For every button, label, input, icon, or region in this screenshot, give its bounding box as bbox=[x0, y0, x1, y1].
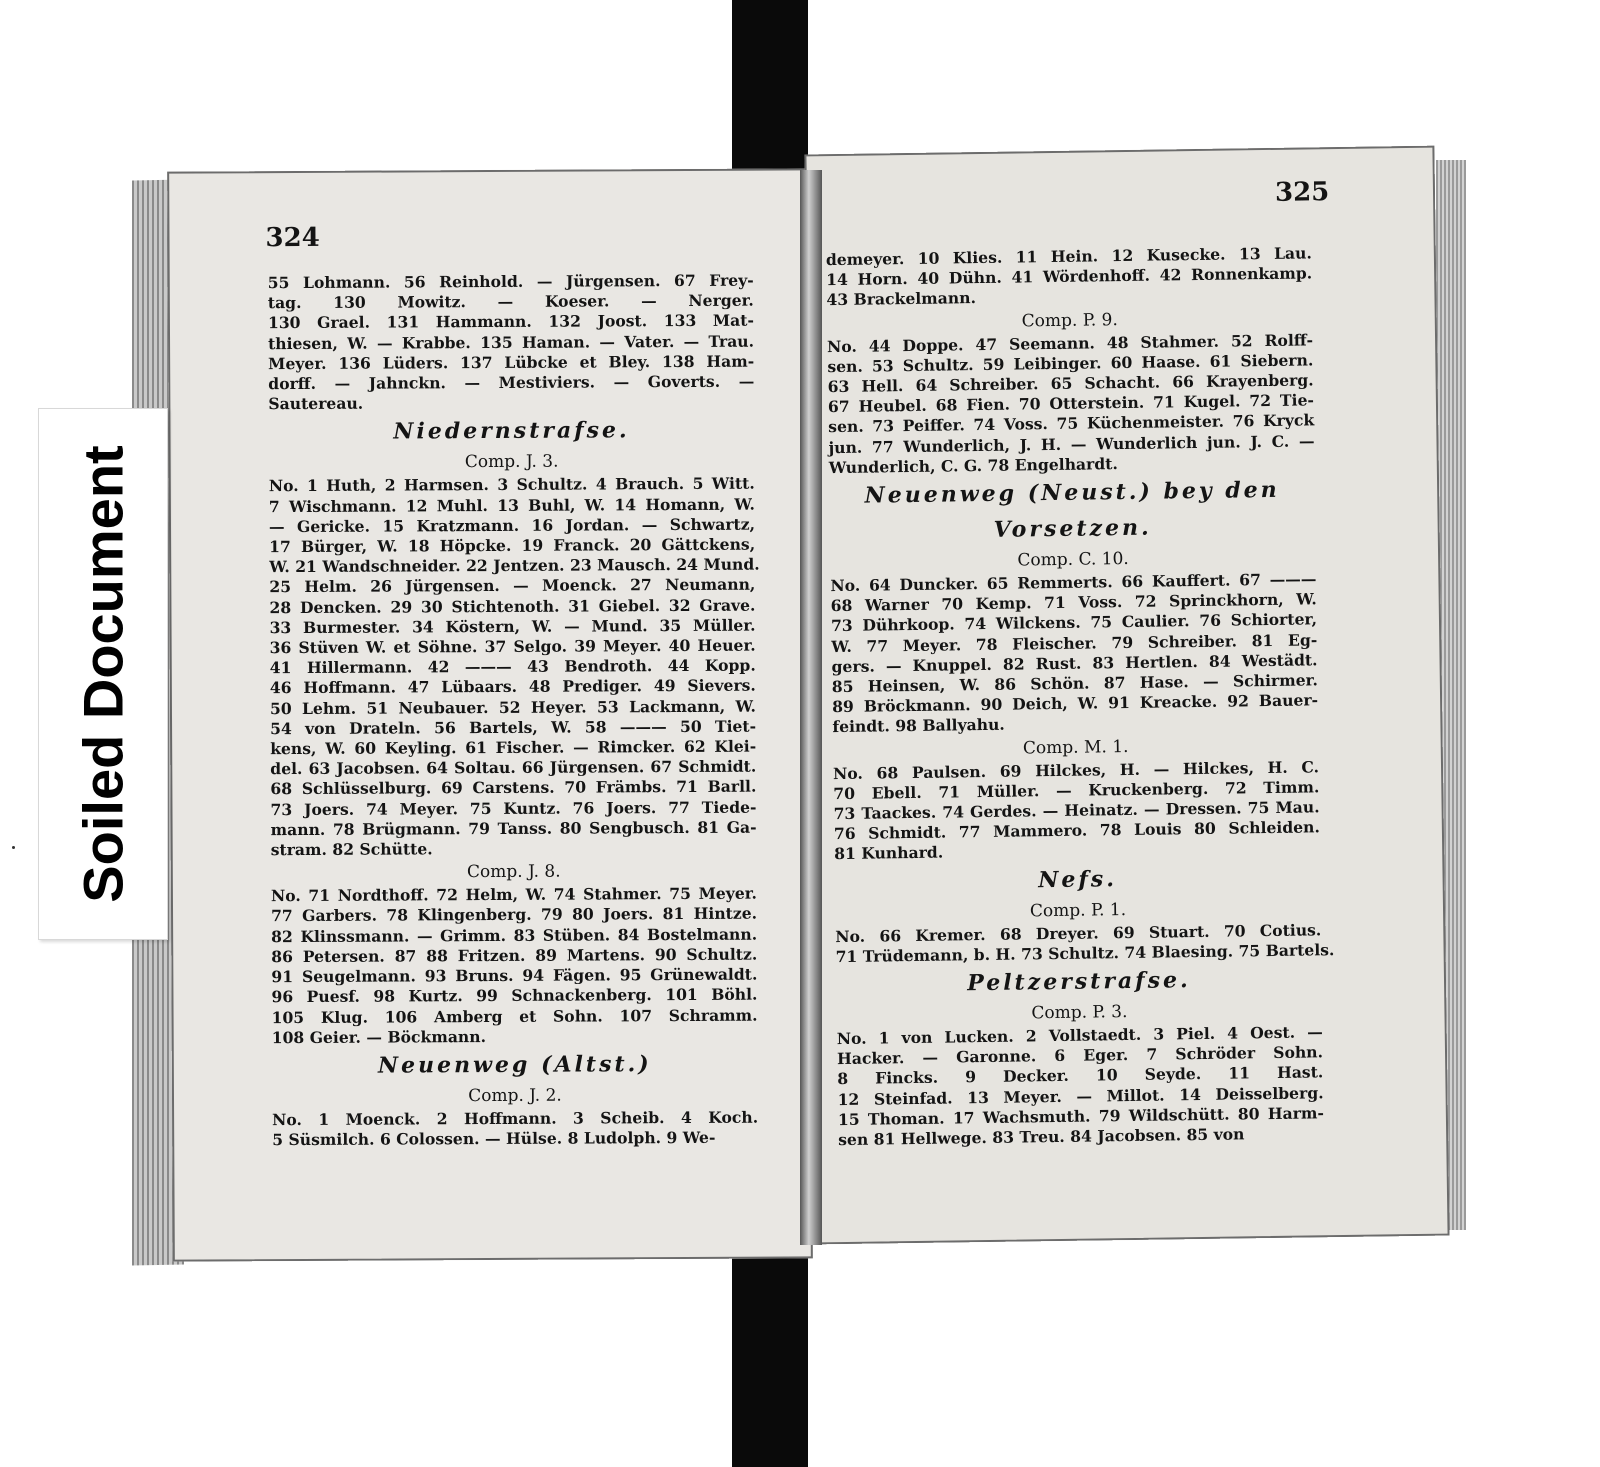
text-line: 25 Helm. 26 Jürgensen. — Moenck. 27 Neumann, bbox=[269, 575, 756, 597]
text-line: No. 1 Huth, 2 Harmsen. 3 Schultz. 4 Brauch. 5 Witt. bbox=[268, 474, 755, 496]
text-line: 67 Heubel. 68 Fien. 70 Otterstein. 71 Kugel. 72 Tie- bbox=[827, 390, 1315, 417]
text-line: 8 Fincks. 9 Decker. 10 Seyde. 11 Hast. bbox=[837, 1062, 1324, 1089]
text-line: 55 Lohmann. 56 Reinhold. — Jürgensen. 67 Frey- bbox=[267, 270, 754, 293]
text-line: 36 Stüven W. et Söhne. 37 Selgo. 39 Meyer. 40 Heuer. bbox=[269, 635, 756, 658]
text-line: No. 68 Paulsen. 69 Hilckes, H. — Hilckes, H. C. bbox=[832, 756, 1320, 783]
text-line: 130 Grael. 131 Hammann. 132 Joost. 133 Mat- bbox=[267, 311, 754, 333]
soiled-document-label bbox=[38, 408, 168, 940]
text-line: kens, W. 60 Keyling. 61 Fischer. — Rimcker. 62 Klei- bbox=[270, 736, 757, 759]
text-line: dorff. — Jahnckn. — Mestiviers. — Goverts. — bbox=[268, 371, 755, 394]
black-strap-bottom bbox=[732, 1225, 808, 1467]
text-line: 7 Wischmann. 12 Muhl. 13 Buhl, W. 14 Homann, W. bbox=[268, 494, 755, 516]
text-line: feindt. 98 Ballyahu. bbox=[832, 715, 1005, 737]
text-line: 73 Joers. 74 Meyer. 75 Kuntz. 76 Joers. 77 Tiede- bbox=[270, 797, 757, 819]
text-line: 73 Taackes. 74 Gerdes. — Heinatz. — Dressen. 75 Mau. bbox=[833, 797, 1320, 824]
text-line: 12 Steinfad. 13 Meyer. — Millot. 14 Deisselberg. bbox=[837, 1082, 1324, 1109]
company-heading: Comp. P. 3. bbox=[1031, 1002, 1128, 1024]
text-line: Meyer. 136 Lüders. 137 Lübcke et Bley. 138 Ham- bbox=[268, 351, 755, 373]
street-heading: Neuenweg (Neust.) bey den Vorsetzen. bbox=[864, 476, 1280, 543]
text-line: 77 Garbers. 78 Klingenberg. 79 80 Joers. 81 Hintze. bbox=[271, 904, 758, 926]
text-line: 33 Burmester. 34 Köstern, W. — Mund. 35 Müller. bbox=[269, 615, 756, 637]
text-line: 86 Petersen. 87 88 Fritzen. 89 Martens. 90 Schultz. bbox=[271, 944, 758, 967]
company-heading: Comp. J. 3. bbox=[464, 452, 559, 473]
text-line: sen. 53 Schultz. 59 Leibinger. 60 Haase. 61 Siebern. bbox=[827, 350, 1314, 376]
text-line: sen 81 Hellwege. 83 Treu. 84 Jacobsen. 85 von bbox=[838, 1124, 1245, 1150]
company-heading: Comp. M. 1. bbox=[1022, 736, 1129, 759]
text-line: No. 1 von Lucken. 2 Vollstaedt. 3 Piel. 4 Oest. — bbox=[836, 1022, 1323, 1049]
text-line: 41 Hillermann. 42 ——— 43 Bendroth. 44 Kopp. bbox=[269, 655, 756, 678]
speck bbox=[12, 846, 15, 849]
text-line: W. 77 Meyer. 78 Fleischer. 79 Schreiber. 81 Eg- bbox=[831, 629, 1318, 656]
text-line: mann. 78 Brügmann. 79 Tanss. 80 Sengbusch. 81 Ga- bbox=[270, 817, 757, 840]
text-line: No. 71 Nordthoff. 72 Helm, W. 74 Stahmer. 75 Meyer. bbox=[270, 883, 757, 906]
text-line: 71 Trüdemann, b. H. 73 Schultz. 74 Blaesing. 75 Bartels. bbox=[835, 940, 1335, 966]
text-line: 43 Brackelmann. bbox=[826, 288, 977, 310]
text-line: stram. 82 Schütte. bbox=[270, 839, 433, 860]
left-page-text bbox=[268, 271, 759, 1151]
text-line: 73 Dührkoop. 74 Wilckens. 75 Caulier. 76 Schiorter, bbox=[830, 609, 1318, 636]
text-line: 108 Geier. — Böckmann. bbox=[271, 1026, 487, 1047]
left-page bbox=[167, 168, 813, 1261]
text-line: 89 Bröckmann. 90 Deich, W. 91 Kreacke. 92 Bauer- bbox=[832, 690, 1319, 717]
company-heading: Comp. J. 8. bbox=[466, 861, 561, 883]
text-line: Sautereau. bbox=[268, 393, 364, 414]
street-heading: Peltzerstrafse. bbox=[967, 967, 1191, 997]
text-line: 82 Klinssmann. — Grimm. 83 Stüben. 84 Bostelmann. bbox=[271, 924, 758, 946]
text-line: Hacker. — Garonne. 6 Eger. 7 Schröder Sohn. bbox=[836, 1042, 1324, 1069]
company-heading: Comp. J. 2. bbox=[468, 1085, 562, 1107]
text-line: No. 44 Doppe. 47 Seemann. 48 Stahmer. 52 Rolff- bbox=[826, 329, 1314, 356]
text-line: 85 Heinsen, W. 86 Schön. 87 Hase. — Schirmer. bbox=[831, 670, 1318, 697]
text-line: 28 Dencken. 29 30 Stichtenoth. 31 Giebel. 32 Grave. bbox=[269, 595, 756, 617]
company-heading: Comp. P. 9. bbox=[1021, 309, 1118, 332]
street-heading: Nefs. bbox=[1038, 865, 1118, 893]
company-heading: Comp. C. 10. bbox=[1017, 548, 1129, 571]
text-line: No. 66 Kremer. 68 Dreyer. 69 Stuart. 70 Cotius. bbox=[835, 919, 1322, 946]
text-line: No. 64 Duncker. 65 Remmerts. 66 Kauffert. 67 ——— bbox=[830, 569, 1317, 596]
text-line: thiesen, W. — Krabbe. 135 Haman. — Vater. — Trau. bbox=[268, 331, 755, 353]
text-line: 81 Kunhard. bbox=[834, 843, 944, 864]
text-line: 63 Hell. 64 Schreiber. 65 Schacht. 66 Krayenberg. bbox=[827, 370, 1314, 397]
street-heading: Neuenweg (Altst.) bbox=[377, 1051, 652, 1079]
text-line: 68 Schlüsselburg. 69 Carstens. 70 Främbs. 71 Barll. bbox=[270, 777, 757, 799]
text-line: 15 Thoman. 17 Wachsmuth. 79 Wildschütt. 80 Harm- bbox=[837, 1103, 1324, 1129]
text-line: 17 Bürger, W. 18 Höpcke. 19 Franck. 20 Gättckens, bbox=[269, 534, 756, 557]
text-line: 54 von Drateln. 56 Bartels, W. 58 ——— 50 Tiet- bbox=[270, 716, 757, 739]
book-gutter bbox=[800, 170, 822, 1245]
label-text: Soiled Document bbox=[71, 445, 135, 903]
right-page-text bbox=[825, 243, 1335, 1150]
text-line: gers. — Knuppel. 82 Rust. 83 Hertlen. 84 Westädt. bbox=[831, 650, 1318, 676]
text-line: 50 Lehm. 51 Neubauer. 52 Heyer. 53 Lackmann, W. bbox=[269, 696, 757, 718]
text-line: No. 1 Moenck. 2 Hoffmann. 3 Scheib. 4 Koch. bbox=[272, 1107, 759, 1130]
text-line: 5 Süsmilch. 6 Colossen. — Hülse. 8 Ludolph. 9 We- bbox=[272, 1127, 716, 1150]
text-line: del. 63 Jacobsen. 64 Soltau. 66 Jürgensen. 67 Schmidt. bbox=[270, 756, 757, 779]
text-line: jun. 77 Wunderlich, J. H. — Wunderlich jun. J. C. — bbox=[828, 430, 1315, 457]
left-page-number: 324 bbox=[265, 222, 320, 254]
text-line: — Gericke. 15 Kratzmann. 16 Jordan. — Schwartz, bbox=[268, 514, 756, 536]
text-line: 68 Warner 70 Kemp. 71 Voss. 72 Sprinckhorn, W. bbox=[830, 589, 1317, 616]
text-line: tag. 130 Mowitz. — Koeser. — Nerger. bbox=[267, 290, 754, 313]
text-line: 105 Klug. 106 Amberg et Sohn. 107 Schramm. bbox=[271, 1005, 758, 1027]
right-page-number: 325 bbox=[1274, 177, 1330, 208]
text-line: 96 Puesf. 98 Kurtz. 99 Schnackenberg. 101 Böhl. bbox=[271, 984, 758, 1007]
text-line: Wunderlich, C. G. 78 Engelhardt. bbox=[828, 453, 1118, 477]
right-page bbox=[804, 146, 1449, 1245]
text-line: 46 Hoffmann. 47 Lübaars. 48 Prediger. 49 Sievers. bbox=[269, 676, 756, 698]
company-heading: Comp. P. 1. bbox=[1029, 899, 1127, 922]
text-line: 14 Horn. 40 Dühn. 41 Wördenhoff. 42 Ronnenkamp. bbox=[826, 263, 1313, 290]
text-line: 76 Schmidt. 77 Mammero. 78 Louis 80 Schleiden. bbox=[833, 817, 1320, 844]
text-line: W. 21 Wandschneider. 22 Jentzen. 23 Mausch. 24 Mund. bbox=[269, 554, 760, 577]
text-line: 91 Seugelmann. 93 Bruns. 94 Fägen. 95 Grünewaldt. bbox=[271, 964, 758, 987]
street-heading: Niedernstrafse. bbox=[393, 417, 630, 445]
text-line: 70 Ebell. 71 Müller. — Kruckenberg. 72 Timm. bbox=[833, 777, 1320, 803]
text-line: demeyer. 10 Klies. 11 Hein. 12 Kusecke. 13 Lau. bbox=[825, 243, 1312, 270]
text-line: sen. 73 Peiffer. 74 Voss. 75 Küchenmeister. 76 Kryck bbox=[828, 410, 1315, 437]
